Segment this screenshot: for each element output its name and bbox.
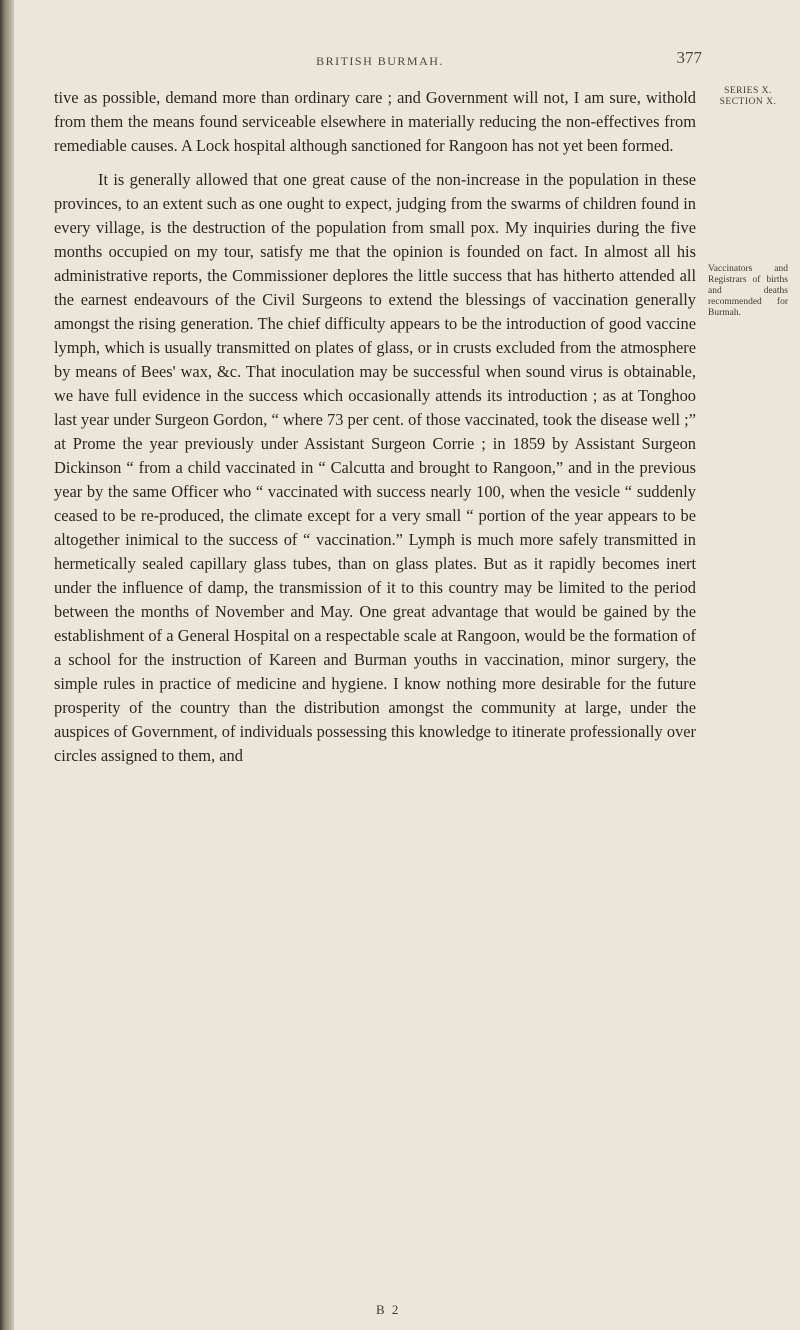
page-number: 377	[676, 48, 702, 67]
paragraph-1: tive as possible, demand more than ordinary care ; and Government will not, I am sure, withold from them the means found serviceable elsewhere in materially reducing the non-effectives from remediable causes. A Lock hospital although sanctioned for Rangoon has not yet been formed.	[54, 88, 696, 155]
page-binding-edge	[0, 0, 14, 1330]
page-header	[70, 48, 730, 78]
margin-note-series: SERIES X. SECTION X.	[719, 86, 777, 107]
body-text	[54, 86, 696, 768]
paragraph-2: It is generally allowed that one great cause of the non-increase in the population in these provinces, to an extent such as one ought to expect, judging from the swarms of children found in every village, is the destruction of the population from small pox. My inquiries during the five months occupied on my tour, satisfy me that the opinion is founded on fact. In almost all his administrative reports, the Commissioner deplores the little success that has hitherto attended all the earnest endeavours of the Civil Surgeons to extend the blessings of vaccination generally amongst the rising generation. The chief difficulty appears to be the introduction of good vaccine lymph, which is usually transmitted on plates of glass, or in crusts excluded from the atmosphere by means of Bees' wax, &c. That inoculation may be successful when sound virus is obtainable, we have full evidence in the success which occasionally attends its introduction ; as at Tonghoo last year under Surgeon Gordon, “ where 73 per cent. of those vaccinated, took the disease well ;” at Prome the year previously under Assistant Surgeon Corrie ; in 1859 by Assistant Surgeon Dickinson “ from a child vaccinated in “ Calcutta and brought to Rangoon,” and in the previous year by the same Officer who “ vaccinated with success nearly 100, when the vesicle “ suddenly ceased to be re-produced, the climate except for a very small “ portion of the year appears to be altogether inimical to the success of “ vaccination.” Lymph is much more safely transmitted in hermetically sealed capillary glass tubes, than on glass plates. But as it rapidly becomes inert under the influence of damp, the transmission of it to this country may be limited to the period between the months of November and May. One great advantage that would be gained by the establishment of a General Hospital on a respectable scale at Rangoon, would be the formation of a school for the instruction of Kareen and Burman youths in vaccination, minor surgery, the simple rules in practice of medicine and hygiene. I know nothing more desirable for the future prosperity of the country than the distribution amongst the community at large, under the auspices of Government, of individuals possessing this knowledge to itinerate professionally over circles assigned to them, and	[54, 170, 696, 765]
running-head: BRITISH BURMAH.	[316, 54, 444, 68]
margin-note-vaccinators: Vaccinators and Registrars of births and deaths recommended for Burmah.	[708, 264, 788, 318]
signature-mark: B 2	[376, 1302, 401, 1317]
